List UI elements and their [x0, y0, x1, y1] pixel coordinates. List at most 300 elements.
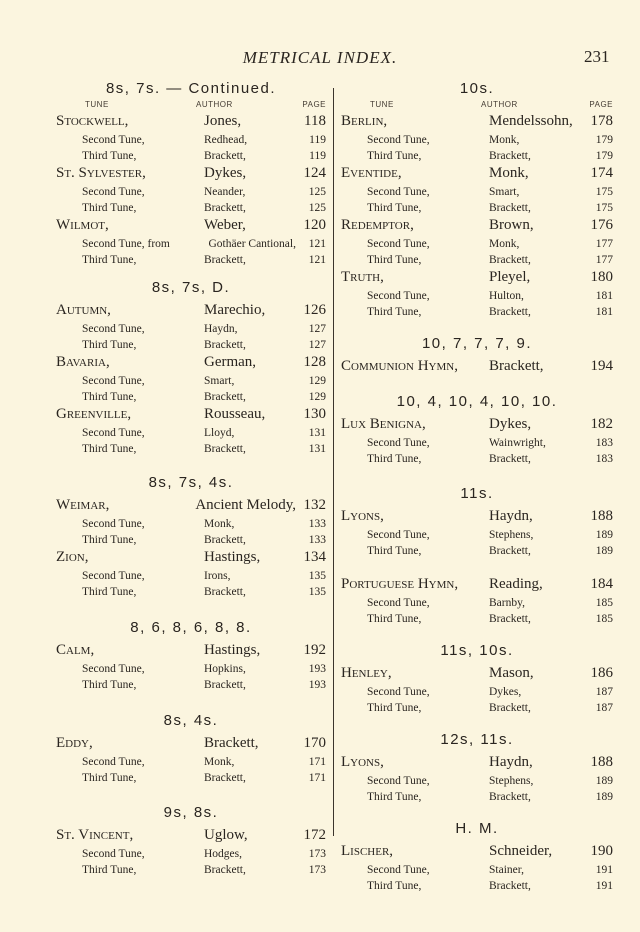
alternate-tune-entry: [56, 772, 326, 788]
alternate-tune-entry: [56, 375, 326, 391]
tune-author: Brackett,: [204, 863, 246, 876]
alternate-tune-entry: [56, 254, 326, 270]
tune-page: 189: [595, 790, 613, 803]
alternate-tune-entry: [341, 453, 613, 469]
tune-author: Gothäer Cantional,: [208, 238, 296, 250]
section-heading-wrap: [341, 485, 613, 502]
tune-name: Lyons,: [341, 508, 384, 524]
section-heading: 8s, 7s, 4s.: [148, 474, 234, 491]
section-left-2: [56, 474, 326, 601]
tune-page: 124: [303, 165, 326, 181]
tune-name: Third Tune,: [82, 678, 137, 691]
section-heading: 12s, 11s.: [440, 731, 514, 748]
tune-page: 180: [590, 269, 613, 285]
tune-page: 191: [595, 879, 613, 892]
tune-author: Rousseau,: [204, 406, 266, 422]
tune-page: 179: [595, 149, 613, 162]
tune-entry: [341, 665, 613, 686]
tune-name: Second Tune,: [367, 686, 430, 698]
tune-name: Calm,: [56, 642, 95, 658]
tune-author: Brackett,: [204, 735, 259, 751]
tune-author: Redhead,: [204, 134, 248, 146]
tune-page: 170: [303, 735, 326, 751]
section-heading: 8, 6, 8, 6, 8, 8.: [130, 619, 252, 636]
tune-name: Henley,: [341, 665, 392, 681]
alternate-tune-entry: [56, 427, 326, 443]
tune-author: Jones,: [204, 113, 242, 129]
tune-author: Hastings,: [204, 549, 261, 565]
tune-name: Third Tune,: [367, 544, 422, 557]
section-left-1: [56, 279, 326, 458]
tune-page: 192: [303, 642, 326, 658]
tune-name: Third Tune,: [367, 149, 422, 162]
section-left-4: [56, 712, 326, 787]
tune-name: Bavaria,: [56, 354, 110, 370]
tune-page: 171: [308, 771, 326, 784]
tune-name: Second Tune,: [367, 186, 430, 198]
tune-page: 193: [308, 663, 326, 675]
tune-entry: [341, 358, 613, 379]
tune-page: 193: [308, 678, 326, 691]
section-heading-wrap: [56, 80, 326, 97]
tune-author: Brackett,: [489, 452, 531, 465]
tune-page: 183: [595, 437, 613, 449]
alternate-tune-entry: [341, 134, 613, 150]
tune-author: Pleyel,: [489, 269, 531, 285]
alternate-tune-entry: [56, 848, 326, 864]
alternate-tune-entry: [341, 254, 613, 270]
tune-name: Redemptor,: [341, 217, 414, 233]
tune-name: Greenville,: [56, 406, 132, 422]
tune-entry: [341, 843, 613, 864]
tune-page: 119: [309, 149, 326, 162]
tune-name: Second Tune,: [82, 663, 145, 675]
tune-entry: [56, 735, 326, 756]
tune-name: Second Tune,: [82, 375, 145, 387]
tune-name: Third Tune,: [367, 253, 422, 266]
alternate-tune-entry: [56, 202, 326, 218]
tune-author: Brackett,: [204, 390, 246, 403]
tune-name: Third Tune,: [367, 452, 422, 465]
tune-page: 131: [308, 427, 326, 439]
tune-name: Wilmot,: [56, 217, 109, 233]
tune-page: 185: [595, 597, 613, 609]
section-heading-wrap: [341, 731, 613, 748]
alternate-tune-entry: [341, 545, 613, 561]
section-heading: 9s, 8s.: [163, 804, 219, 821]
tune-author: Brackett,: [489, 201, 531, 214]
tune-author: Brackett,: [489, 253, 531, 266]
tune-name: Third Tune,: [367, 790, 422, 803]
tune-page: 185: [595, 612, 613, 625]
tune-entry: [56, 497, 326, 518]
tune-entry: [56, 406, 326, 427]
alternate-tune-entry: [341, 686, 613, 702]
tune-author: Brackett,: [489, 358, 544, 374]
column-header-author: AUTHOR: [481, 100, 518, 109]
tune-page: 186: [590, 665, 613, 681]
section-heading-wrap: [56, 712, 326, 729]
column-header-tune: TUNE: [85, 100, 109, 109]
column-divider: [333, 88, 334, 836]
tune-author: Marechio,: [204, 302, 266, 318]
alternate-tune-entry: [341, 529, 613, 545]
tune-name: Second Tune,: [82, 427, 145, 439]
tune-page: 127: [308, 323, 326, 335]
tune-author: Barnby,: [489, 597, 525, 609]
alternate-tune-entry: [341, 437, 613, 453]
tune-page: 174: [590, 165, 613, 181]
section-heading: H. M.: [455, 820, 499, 837]
column-header-page: PAGE: [302, 100, 326, 109]
tune-author: Uglow,: [204, 827, 248, 843]
alternate-tune-entry: [341, 702, 613, 718]
tune-name: Lischer,: [341, 843, 394, 859]
tune-name: Communion Hymn,: [341, 358, 458, 374]
tune-author: Brackett,: [204, 533, 246, 546]
tune-author: Brackett,: [204, 585, 246, 598]
tune-page: 120: [303, 217, 326, 233]
tune-name: Third Tune,: [82, 149, 137, 162]
tune-name: Second Tune,: [367, 864, 430, 876]
tune-page: 172: [303, 827, 326, 843]
section-heading: 8s, 7s, D.: [151, 279, 231, 296]
entry-gap: [341, 560, 613, 576]
tune-name: Lux Benigna,: [341, 416, 426, 432]
section-heading: 11s.: [460, 485, 494, 502]
tune-author: German,: [204, 354, 257, 370]
tune-name: Second Tune,: [367, 597, 430, 609]
alternate-tune-entry: [56, 238, 326, 254]
section-heading-wrap: [56, 619, 326, 636]
tune-page: 191: [595, 864, 613, 876]
column-header-author: AUTHOR: [196, 100, 233, 109]
tune-author: Haydn,: [489, 508, 533, 524]
tune-page: 184: [590, 576, 613, 592]
tune-name: Eventide,: [341, 165, 402, 181]
alternate-tune-entry: [341, 306, 613, 322]
tune-name: Second Tune,: [82, 848, 145, 860]
tune-author: Stephens,: [489, 529, 534, 541]
tune-page: 129: [308, 375, 326, 387]
tune-name: Third Tune,: [82, 338, 137, 351]
tune-entry: [341, 508, 613, 529]
tune-page: 182: [590, 416, 613, 432]
tune-author: Brackett,: [204, 253, 246, 266]
tune-author: Haydn,: [489, 754, 533, 770]
tune-page: 173: [308, 863, 326, 876]
tune-name: Third Tune,: [367, 879, 422, 892]
tune-page: 125: [308, 201, 326, 214]
section-left-3: [56, 619, 326, 694]
tune-author: Hastings,: [204, 642, 261, 658]
alternate-tune-entry: [341, 791, 613, 807]
page-header-title: METRICAL INDEX.: [242, 48, 398, 67]
tune-author: Monk,: [204, 756, 235, 768]
tune-name: Third Tune,: [82, 585, 137, 598]
section-heading: 8s, 4s.: [163, 712, 219, 729]
tune-page: 183: [595, 452, 613, 465]
section-heading: 10, 4, 10, 4, 10, 10.: [396, 393, 558, 410]
tune-page: 175: [595, 201, 613, 214]
tune-name: Portuguese Hymn,: [341, 576, 459, 592]
section-heading-wrap: [341, 335, 613, 352]
tune-name: Third Tune,: [82, 390, 137, 403]
tune-name: Eddy,: [56, 735, 93, 751]
column-header-tune: TUNE: [370, 100, 394, 109]
tune-entry: [56, 217, 326, 238]
tune-page: 127: [308, 338, 326, 351]
tune-author: Neander,: [204, 186, 246, 198]
tune-page: 187: [595, 686, 613, 698]
tune-page: 132: [303, 497, 326, 513]
alternate-tune-entry: [56, 150, 326, 166]
tune-name: Truth,: [341, 269, 384, 285]
tune-author: Stephens,: [489, 775, 534, 787]
tune-entry: [56, 165, 326, 186]
alternate-tune-entry: [56, 534, 326, 550]
tune-page: 130: [303, 406, 326, 422]
tune-page: 135: [308, 585, 326, 598]
tune-author: Brackett,: [204, 338, 246, 351]
tune-entry: [341, 576, 613, 597]
alternate-tune-entry: [341, 238, 613, 254]
tune-entry: [56, 549, 326, 570]
tune-page: 118: [304, 113, 326, 129]
section-right-0: [341, 80, 613, 321]
tune-name: Second Tune,: [82, 518, 145, 530]
tune-page: 129: [308, 390, 326, 403]
section-right-1: [341, 335, 613, 379]
tune-author: Hopkins,: [204, 663, 246, 675]
tune-name: Berlin,: [341, 113, 388, 129]
tune-name: Third Tune,: [82, 201, 137, 214]
tune-author: Brown,: [489, 217, 534, 233]
tune-name: Third Tune,: [82, 253, 137, 266]
section-right-6: [341, 820, 613, 895]
tune-page: 128: [303, 354, 326, 370]
tune-page: 181: [595, 305, 613, 318]
tune-name: Third Tune,: [82, 771, 137, 784]
tune-page: 175: [595, 186, 613, 198]
tune-page: 171: [308, 756, 326, 768]
tune-name: St. Vincent,: [56, 827, 134, 843]
tune-page: 134: [303, 549, 326, 565]
tune-name: Autumn,: [56, 302, 111, 318]
tune-entry: [341, 416, 613, 437]
alternate-tune-entry: [56, 864, 326, 880]
tune-author: Monk,: [489, 238, 520, 250]
tune-author: Brackett,: [204, 201, 246, 214]
tune-name: Second Tune,: [367, 437, 430, 449]
tune-name: Second Tune, from: [82, 238, 170, 250]
tune-name: Third Tune,: [82, 533, 137, 546]
tune-name: Second Tune,: [82, 323, 145, 335]
tune-author: Brackett,: [489, 790, 531, 803]
tune-name: Second Tune,: [82, 186, 145, 198]
tune-entry: [341, 217, 613, 238]
tune-page: 189: [595, 775, 613, 787]
tune-page: 135: [308, 570, 326, 582]
section-heading-wrap: [341, 80, 613, 97]
alternate-tune-entry: [341, 864, 613, 880]
section-heading-wrap: [56, 279, 326, 296]
tune-author: Monk,: [489, 165, 529, 181]
tune-author: Reading,: [489, 576, 543, 592]
alternate-tune-entry: [56, 323, 326, 339]
right-column: [341, 80, 613, 895]
tune-page: 177: [595, 238, 613, 250]
tune-author: Mason,: [489, 665, 534, 681]
section-right-5: [341, 731, 613, 806]
tune-author: Brackett,: [489, 701, 531, 714]
tune-author: Brackett,: [489, 305, 531, 318]
tune-name: Second Tune,: [82, 756, 145, 768]
tune-page: 119: [309, 134, 326, 146]
tune-name: Third Tune,: [367, 305, 422, 318]
alternate-tune-entry: [56, 679, 326, 695]
section-left-0: [56, 80, 326, 269]
section-left-5: [56, 804, 326, 879]
column-headers: [341, 100, 613, 109]
tune-page: 188: [590, 754, 613, 770]
tune-page: 173: [308, 848, 326, 860]
section-right-2: [341, 393, 613, 468]
section-heading-wrap: [341, 393, 613, 410]
tune-author: Wainwright,: [489, 437, 546, 449]
tune-name: Third Tune,: [367, 701, 422, 714]
tune-name: St. Sylvester,: [56, 165, 146, 181]
section-heading: 11s, 10s.: [440, 642, 514, 659]
tune-entry: [56, 827, 326, 848]
alternate-tune-entry: [56, 443, 326, 459]
tune-author: Dykes,: [489, 416, 532, 432]
tune-author: Irons,: [204, 570, 231, 582]
tune-author: Stainer,: [489, 864, 524, 876]
tune-entry: [341, 754, 613, 775]
alternate-tune-entry: [341, 613, 613, 629]
tune-entry: [341, 269, 613, 290]
tune-page: 179: [595, 134, 613, 146]
alternate-tune-entry: [341, 775, 613, 791]
tune-page: 125: [308, 186, 326, 198]
tune-author: Brackett,: [204, 149, 246, 162]
tune-page: 121: [308, 238, 326, 250]
tune-author: Dykes,: [489, 686, 522, 698]
tune-author: Mendelssohn,: [489, 113, 573, 129]
tune-name: Third Tune,: [367, 201, 422, 214]
tune-entry: [56, 354, 326, 375]
alternate-tune-entry: [56, 339, 326, 355]
tune-page: 189: [595, 544, 613, 557]
tune-name: Stockwell,: [56, 113, 129, 129]
section-heading: 10, 7, 7, 7, 9.: [421, 335, 533, 352]
tune-author: Dykes,: [204, 165, 247, 181]
tune-page: 133: [308, 518, 326, 530]
tune-page: 178: [590, 113, 613, 129]
section-heading: 8s, 7s. — Continued.: [105, 80, 277, 97]
tune-page: 177: [595, 253, 613, 266]
alternate-tune-entry: [56, 663, 326, 679]
tune-page: 187: [595, 701, 613, 714]
tune-entry: [56, 113, 326, 134]
tune-name: Second Tune,: [367, 134, 430, 146]
alternate-tune-entry: [56, 570, 326, 586]
tune-author: Brackett,: [489, 612, 531, 625]
tune-author: Weber,: [204, 217, 246, 233]
tune-page: 176: [590, 217, 613, 233]
tune-author: Monk,: [489, 134, 520, 146]
column-header-page: PAGE: [589, 100, 613, 109]
tune-author: Hulton,: [489, 290, 524, 302]
alternate-tune-entry: [341, 597, 613, 613]
tune-author: Smart,: [489, 186, 520, 198]
alternate-tune-entry: [56, 391, 326, 407]
tune-entry: [56, 642, 326, 663]
tune-author: Brackett,: [204, 771, 246, 784]
tune-page: 194: [590, 358, 613, 374]
alternate-tune-entry: [56, 134, 326, 150]
tune-author: Brackett,: [204, 678, 246, 691]
alternate-tune-entry: [341, 186, 613, 202]
tune-author: Brackett,: [489, 149, 531, 162]
section-heading-wrap: [56, 474, 326, 491]
tune-page: 131: [308, 442, 326, 455]
alternate-tune-entry: [341, 150, 613, 166]
tune-page: 188: [590, 508, 613, 524]
alternate-tune-entry: [56, 586, 326, 602]
section-heading-wrap: [56, 804, 326, 821]
section-heading-wrap: [341, 820, 613, 837]
tune-name: Third Tune,: [367, 612, 422, 625]
tune-page: 133: [308, 533, 326, 546]
tune-name: Third Tune,: [82, 442, 137, 455]
alternate-tune-entry: [341, 202, 613, 218]
alternate-tune-entry: [341, 880, 613, 896]
tune-author: Lloyd,: [204, 427, 235, 439]
tune-name: Second Tune,: [82, 134, 145, 146]
tune-page: 189: [595, 529, 613, 541]
tune-name: Second Tune,: [367, 775, 430, 787]
tune-page: 190: [590, 843, 613, 859]
tune-page: 126: [303, 302, 326, 318]
section-heading-wrap: [341, 642, 613, 659]
section-right-3: [341, 485, 613, 628]
tune-entry: [56, 302, 326, 323]
page-number: 231: [584, 47, 610, 66]
tune-entry: [341, 113, 613, 134]
alternate-tune-entry: [56, 756, 326, 772]
tune-author: Brackett,: [204, 442, 246, 455]
tune-author: Smart,: [204, 375, 235, 387]
alternate-tune-entry: [56, 518, 326, 534]
tune-name: Third Tune,: [82, 863, 137, 876]
column-headers: [56, 100, 326, 109]
tune-page: 121: [308, 253, 326, 266]
left-column: [56, 80, 326, 879]
tune-name: Second Tune,: [367, 290, 430, 302]
tune-page: 181: [595, 290, 613, 302]
tune-name: Second Tune,: [367, 238, 430, 250]
tune-name: Lyons,: [341, 754, 384, 770]
section-right-4: [341, 642, 613, 717]
tune-name: Weimar,: [56, 497, 110, 513]
tune-entry: [341, 165, 613, 186]
tune-author: Monk,: [204, 518, 235, 530]
tune-name: Second Tune,: [367, 529, 430, 541]
tune-author: Hodges,: [204, 848, 243, 860]
alternate-tune-entry: [56, 186, 326, 202]
